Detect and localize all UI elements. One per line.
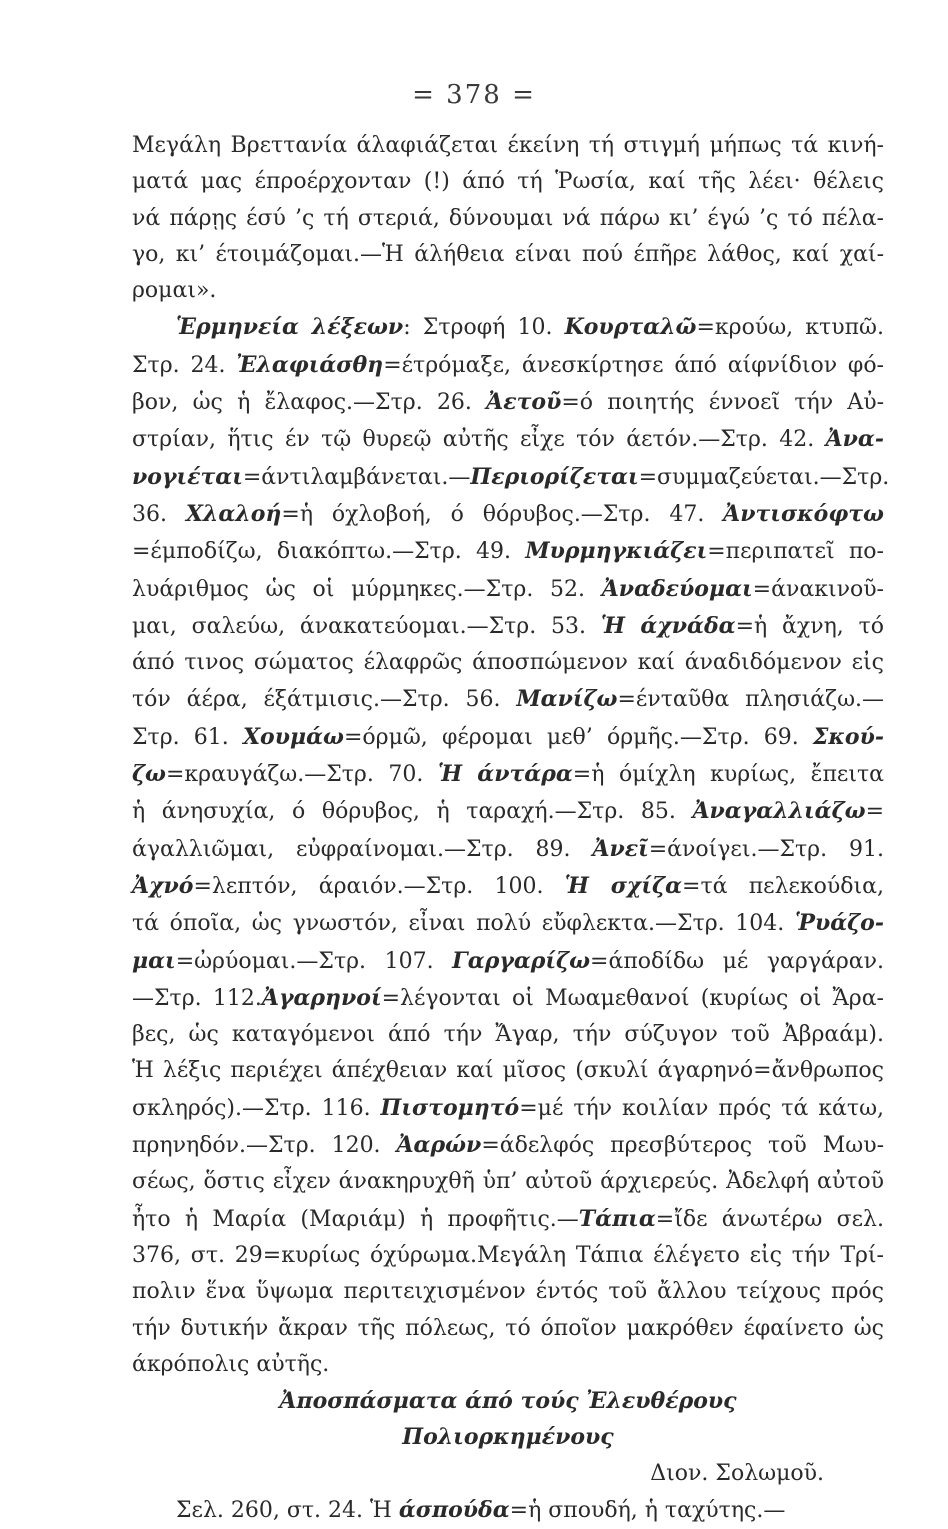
glossary-line: σκληρός).—Στρ. 116. Πιστομητό=μέ τήν κοιλίαν πρός τά κάτω,	[132, 1094, 885, 1121]
glossary-line: άγαλλιῶμαι, εὐφραίνομαι.—Στρ. 89. Ἀνεῖ=άνοίγει.—Στρ. 91.	[132, 835, 884, 862]
final-line: Σελ. 260, στ. 24. Ἡ άσπούδα=ἡ σπουδή, ἡ ταχύτης.—	[176, 1496, 786, 1523]
glossary-term: Περιορίζεται	[470, 463, 639, 490]
glossary-term: ζω	[132, 761, 166, 788]
glossary-line: τόν άέρα, έξάτμισις.—Στρ. 56. Μανίζω=ένταῦθα πλησιάζω.—	[132, 686, 885, 713]
glossary-term: Τάπια	[578, 1205, 656, 1232]
glossary-term: Μανίζω	[516, 686, 618, 713]
glossary-term: Ἡ άντάρα	[437, 761, 573, 788]
glossary-line: βον, ὡς ἡ ἔλαφος.—Στρ. 26. Ἀετοῦ=ό ποιητής έννοεῖ τήν Αὐ-	[132, 389, 885, 416]
glossary-term: Ἀχνό	[132, 872, 194, 899]
page-number: = 378 =	[412, 80, 536, 110]
glossary-line: σέως, ὅστις εἶχεν άνακηρυχθῆ ὑπ’ αὐτοῦ άρχιερεύς. Ἀδελφή αὐτοῦ	[132, 1169, 884, 1195]
glossary-term: Ἀνα-	[825, 426, 884, 453]
glossary-term: Ῥυάζο-	[794, 910, 884, 937]
glossary-line: πολιν ἕνα ὕψωμα περιτειχισμένον έντός τοῦ ἄλλου τείχους πρός	[132, 1279, 884, 1305]
glossary-term: Ἐλαφιάσθη	[236, 351, 384, 378]
glossary-line: τά όποῖα, ὡς γνωστόν, εἶναι πολύ εὔφλεκτα.—Στρ. 104. Ῥυάζο-	[132, 910, 884, 937]
glossary-term: Ἑρμηνεία λέξεων	[176, 314, 404, 341]
glossary	[132, 309, 890, 1383]
glossary-term: Ἀντισκόφτω	[723, 500, 884, 527]
glossary-term: Ἡ άχνάδα	[600, 612, 736, 639]
glossary-line: άκρόπολις αὐτῆς.	[132, 1351, 330, 1377]
glossary-term: Πιστομητό	[380, 1094, 520, 1121]
section-title-line-1: Ἀποσπάσματα άπό τούς Ἐλευθέρους	[279, 1388, 737, 1415]
glossary-line: Στρ. 24. Ἐλαφιάσθη=έτρόμαξε, άνεσκίρτησε άπό αίφνίδιον φό-	[132, 351, 884, 378]
glossary-term: άσπούδα	[398, 1496, 510, 1523]
text-line: γο, κι’ έτοιμάζομαι.—Ἡ άλήθεια είναι πού έπῆρε λάθος, καί χαί-	[132, 241, 884, 267]
glossary-term: νογιέται	[132, 463, 243, 490]
poem-ending	[132, 128, 884, 309]
glossary-line: 36. Χλαλοή=ἡ όχλοβοή, ό θόρυβος.—Στρ. 47. Ἀντισκόφτω	[132, 500, 884, 527]
glossary-line: μαι, σαλεύω, άνακατεύομαι.—Στρ. 53. Ἡ άχνάδα=ἡ ἄχνη, τό	[132, 612, 884, 639]
glossary-line: —Στρ. 112.Ἀγαρηνοί=λέγονται οἱ Μωαμεθανοί (κυρίως οἱ Ἄρα-	[132, 984, 884, 1011]
glossary-line: ἦτο ἡ Μαρία (Μαριάμ) ἡ προφῆτις.—Τάπια=ἴδε άνωτέρω σελ.	[132, 1205, 884, 1232]
glossary-line: στρίαν, ἥτις έν τῷ θυρεῷ αὐτῆς εἶχε τόν άετόν.—Στρ. 42. Ἀνα-	[132, 426, 884, 453]
body-text	[132, 128, 890, 1529]
glossary-line: λυάριθμος ὡς οἱ μύρμηκες.—Στρ. 52. Ἀναδεύομαι=άνακινοῦ-	[132, 575, 884, 602]
glossary-line: άπό τινος σώματος έλαφρῶς άποσπώμενον καί άναδιδόμενον εἰς	[132, 650, 884, 676]
glossary-line: Ἡ λέξις περιέχει άπέχθειαν καί μῖσος (σκυλί άγαρηνό=ἄνθρωπος	[132, 1058, 884, 1084]
glossary-line: ζω=κραυγάζω.—Στρ. 70. Ἡ άντάρα=ἡ όμίχλη κυρίως, ἔπειτα	[132, 761, 884, 788]
glossary-line: τήν δυτικήν ἄκραν τῆς πόλεως, τό όποῖον μακρόθεν έφαίνετο ὡς	[132, 1315, 884, 1341]
glossary-term: Μυρμηγκιάζει	[525, 538, 708, 565]
glossary-line: Ἑρμηνεία λέξεων: Στροφή 10. Κουρταλῶ=κρούω, κτυπῶ.	[176, 314, 884, 341]
glossary-term: Ἀαρών	[396, 1132, 482, 1159]
glossary-term: Ἀνεῖ	[592, 835, 649, 862]
glossary-line: βες, ὡς καταγόμενοι άπό τήν Ἄγαρ, τήν σύζυγον τοῦ Ἀβραάμ).	[132, 1022, 884, 1048]
glossary-line: Στρ. 61. Χουμάω=όρμῶ, φέρομαι μεθ’ όρμῆς.—Στρ. 69. Σκού-	[132, 723, 884, 750]
glossary-term: Γαργαρίζω	[452, 947, 591, 974]
text-line: νά πάρῃς έσύ ’ς τή στεριά, δύνουμαι νά πάρω κι’ έγώ ’ς τό πέλα-	[132, 205, 884, 231]
glossary-term: Σκού-	[812, 723, 884, 750]
glossary-term: Κουρταλῶ	[564, 314, 697, 341]
glossary-line: μαι=ὠρύομαι.—Στρ. 107. Γαργαρίζω=άποδίδω μέ γαργάραν.	[132, 947, 884, 974]
text-line: ματά μας έπροέρχονταν (!) άπό τή Ῥωσία, καί τῆς λέει· θέλεις	[132, 169, 884, 195]
glossary-line: νογιέται=άντιλαμβάνεται.—Περιορίζεται=συμμαζεύεται.—Στρ.	[132, 463, 890, 490]
glossary-term: Χουμάω	[242, 723, 344, 750]
glossary-term: μαι	[132, 947, 176, 974]
glossary-line: 376, στ. 29=κυρίως όχύρωμα.Μεγάλη Τάπια έλέγετο εἰς τήν Τρί-	[132, 1242, 884, 1268]
glossary-line: Ἀχνό=λεπτόν, άραιόν.—Στρ. 100. Ἡ σχίζα=τά πελεκούδια,	[132, 872, 884, 899]
glossary-line: ἡ άνησυχία, ό θόρυβος, ἡ ταραχή.—Στρ. 85. Ἀναγαλλιάζω=	[132, 798, 884, 825]
glossary-term: Ἀναδεύομαι	[601, 575, 753, 602]
text-line: ρομαι».	[132, 278, 217, 304]
text-line: Μεγάλη Βρεττανία άλαφιάζεται έκείνη τή στιγμή μήπως τά κινή-	[132, 133, 884, 158]
glossary-term: Ἀετοῦ	[486, 389, 562, 416]
glossary-term: Ἀναγαλλιάζω	[692, 798, 866, 825]
author-name: Διον. Σολωμοῦ.	[650, 1460, 824, 1486]
glossary-line: πρηνηδόν.—Στρ. 120. Ἀαρών=άδελφός πρεσβύτερος τοῦ Μωυ-	[132, 1132, 884, 1159]
glossary-line: =έμποδίζω, διακόπτω.—Στρ. 49. Μυρμηγκιάζει=περιπατεῖ πο-	[132, 538, 884, 565]
glossary-term: Χλαλοή	[185, 500, 282, 527]
glossary-term: Ἡ σχίζα	[564, 872, 683, 899]
glossary-term: Ἀγαρηνοί	[261, 984, 382, 1011]
section-title-line-2: Πολιορκημένους	[402, 1424, 614, 1451]
